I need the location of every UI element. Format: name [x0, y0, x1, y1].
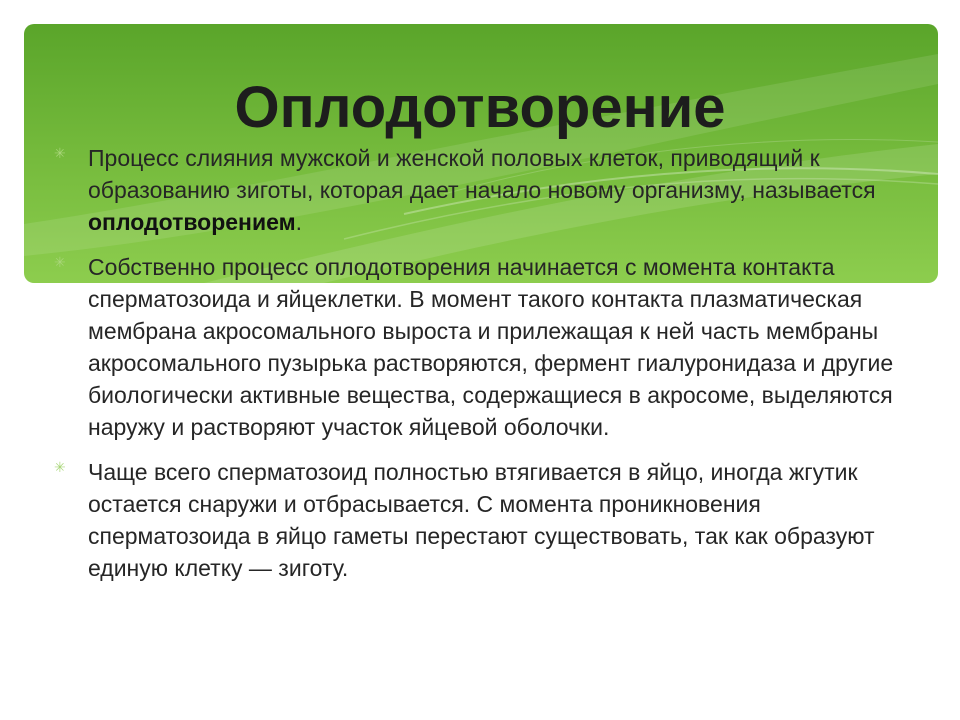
bullet-item: [54, 456, 924, 584]
leaf-bullet-icon: ✳: [54, 460, 66, 476]
leaf-bullet-icon: ✳: [54, 255, 66, 271]
bullet-bold-term: оплодотворением: [88, 209, 296, 235]
slide-title: Оплодотворение: [234, 75, 726, 140]
bullet-text-part: Процесс слияния мужской и женской половых клеток, приводящий к образованию зиготы, которая дает начало новому организму, называется: [88, 145, 876, 203]
bullet-item: [54, 142, 924, 238]
bullet-item: [54, 251, 924, 443]
bullet-list: [54, 142, 924, 584]
leaf-bullet-icon: ✳: [54, 146, 66, 162]
bullet-text: Чаще всего сперматозоид полностью втягивается в яйцо, иногда жгутик остается снаружи и отбрасывается. С момента проникновения сперматозоида в яйцо гаметы перестают существовать, так как образуют единую клетку — зиготу.: [88, 459, 875, 581]
bullet-text-part: .: [295, 209, 302, 235]
bullet-text: Собственно процесс оплодотворения начинается с момента контакта сперматозоида и яйцеклетки. В момент такого контакта плазматическая мембрана акросомального выроста и прилежащая к ней часть мембраны акросомального пузырька растворяются, фермент гиалуронидаза и другие биологически активные вещества, содержащиеся в акросоме, выделяются наружу и растворяют участок яйцевой оболочки.: [88, 254, 894, 440]
bullet-text: [88, 142, 924, 238]
